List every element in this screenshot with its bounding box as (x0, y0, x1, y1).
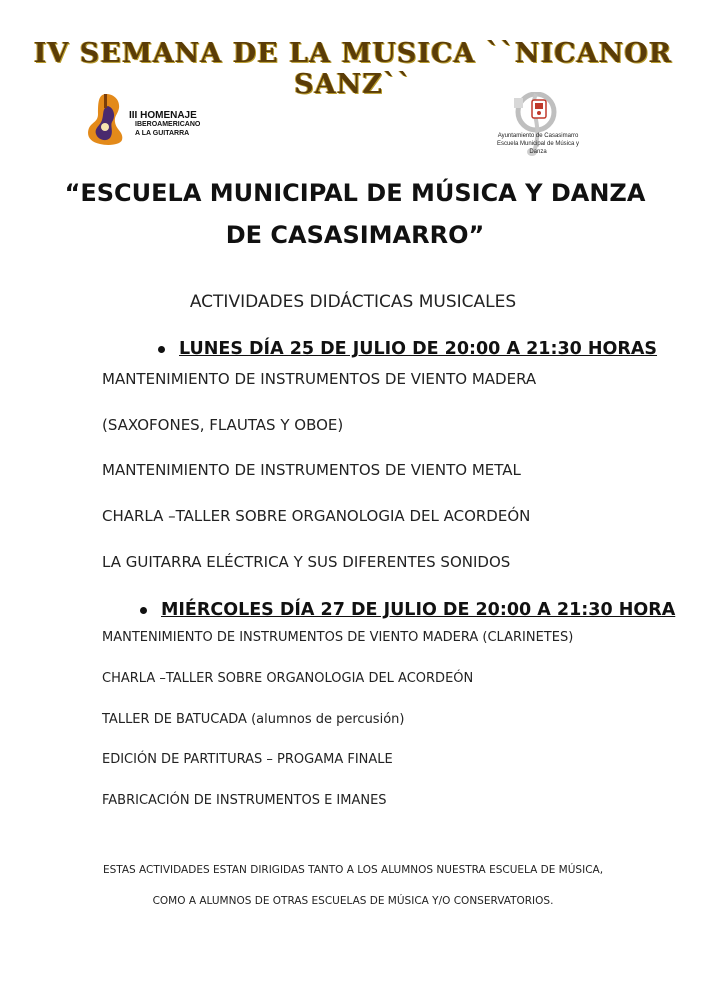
logo-left-line2: IBEROAMERICANO (135, 121, 201, 128)
session-wednesday-title: MIÉRCOLES DÍA 27 DE JULIO DE 20:00 A 21:30 HORA (161, 600, 676, 620)
logo-right-line2: Escuela Municipal de Música y Danza (496, 141, 580, 155)
session-wednesday-heading (140, 600, 675, 620)
logo-right-line1: Ayuntamiento de Casasimarro (497, 133, 579, 139)
list-item: MANTENIMIENTO DE INSTRUMENTOS DE VIENTO MADERA (102, 370, 537, 388)
list-item: TALLER DE BATUCADA (alumnos de percusión) (102, 712, 405, 727)
footer-note-line2: COMO A ALUMNOS DE OTRAS ESCUELAS DE MÚSICA Y/O CONSERVATORIOS. (152, 895, 554, 907)
logo-left-line1: III HOMENAJE (129, 110, 197, 121)
school-heading (60, 172, 650, 256)
list-item: MANTENIMIENTO DE INSTRUMENTOS DE VIENTO MADERA (CLARINETES) (102, 630, 574, 645)
logo-left-line3: A LA GUITARRA (135, 130, 190, 137)
session-monday-title: LUNES DÍA 25 DE JULIO DE 20:00 A 21:30 HORAS (179, 339, 658, 359)
town-council-logo-text (488, 132, 588, 156)
list-item: CHARLA –TALLER SOBRE ORGANOLOGIA DEL ACORDEÓN (102, 671, 474, 686)
list-item: EDICIÓN DE PARTITURAS – PROGAMA FINALE (102, 752, 393, 767)
session-monday-heading (158, 339, 657, 359)
school-heading-line2: DE CASASIMARRO” (225, 221, 485, 249)
school-heading-line1: “ESCUELA MUNICIPAL DE MÚSICA Y DANZA (64, 179, 646, 207)
guitar-tribute-logo (84, 92, 128, 146)
list-item: (SAXOFONES, FLAUTAS Y OBOE) (102, 416, 344, 434)
bullet-icon (140, 607, 147, 614)
bullet-icon (158, 346, 165, 353)
list-item: LA GUITARRA ELÉCTRICA Y SUS DIFERENTES SONIDOS (102, 553, 511, 571)
list-item: FABRICACIÓN DE INSTRUMENTOS E IMANES (102, 793, 387, 808)
guitar-tribute-logo-text (129, 111, 200, 138)
event-banner-title: IV SEMANA DE LA MUSICA ``NICANOR SANZ`` (33, 38, 673, 100)
list-item: MANTENIMIENTO DE INSTRUMENTOS DE VIENTO METAL (102, 461, 521, 479)
activities-subtitle: ACTIVIDADES DIDÁCTICAS MUSICALES (189, 292, 517, 312)
footer-note-line1: ESTAS ACTIVIDADES ESTAN DIRIGIDAS TANTO A LOS ALUMNOS NUESTRA ESCUELA DE MÚSICA, (102, 864, 604, 876)
list-item: CHARLA –TALLER SOBRE ORGANOLOGIA DEL ACORDEÓN (102, 507, 531, 525)
